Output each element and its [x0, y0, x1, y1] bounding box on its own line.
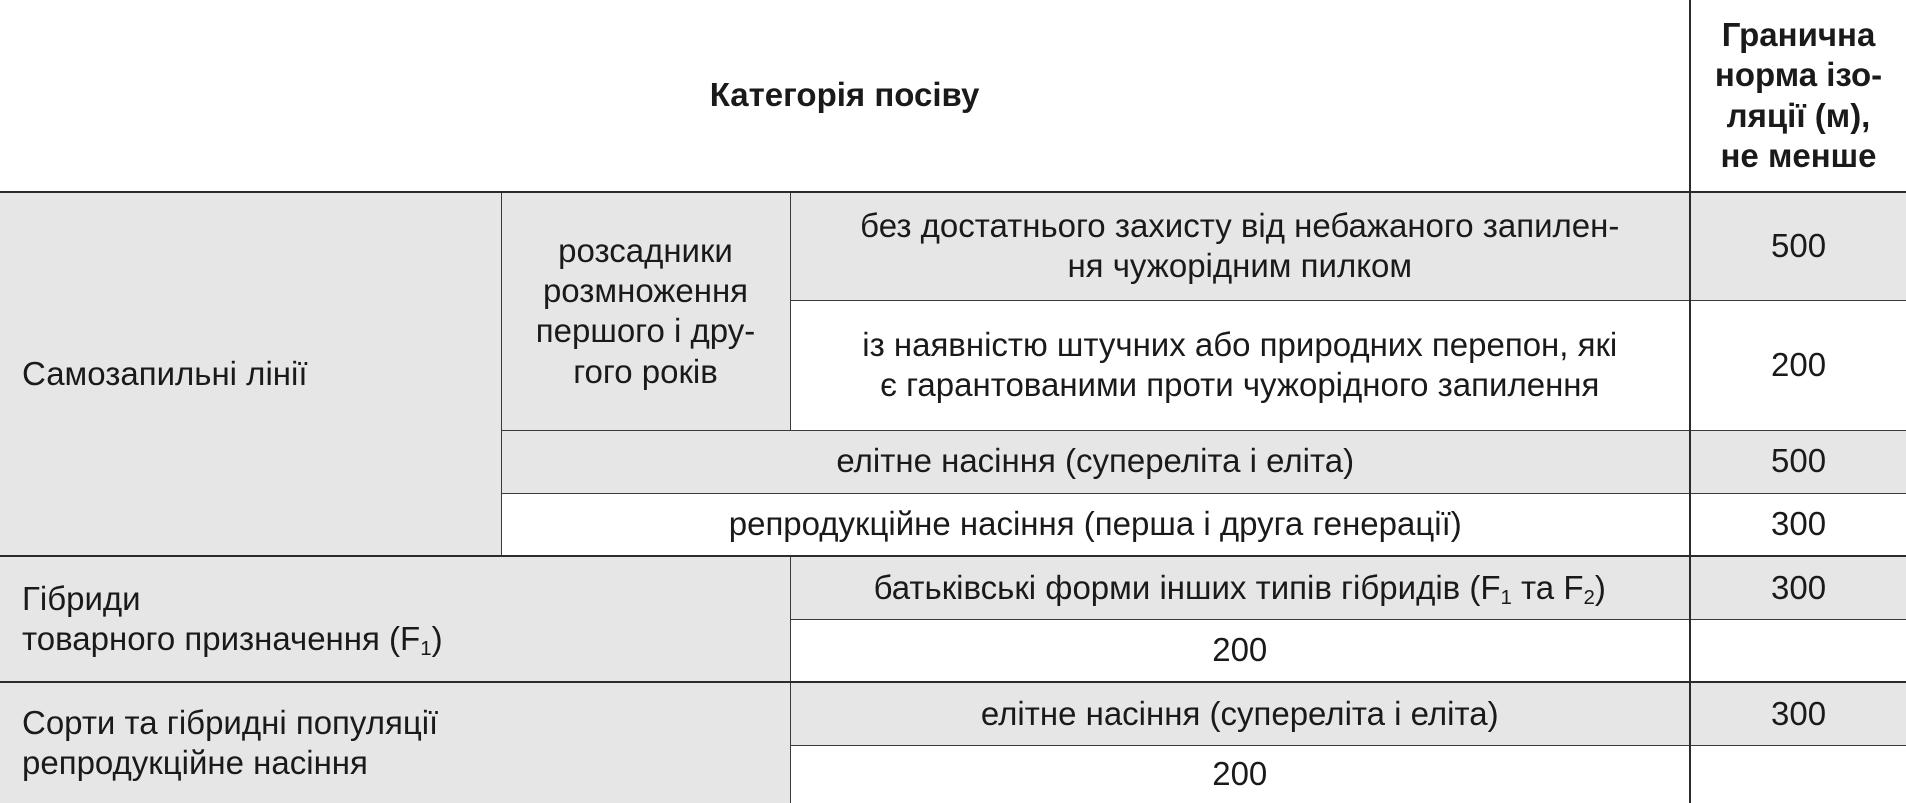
parental-text-1: батьківські форми інших типів гібридів (F [873, 568, 1501, 606]
elite-seed-cell: елітне насіння (супереліта і еліта) [501, 430, 1690, 493]
hybrids-second-cell: 200 [790, 619, 1690, 682]
hybrids-line-1: Гібриди [22, 579, 141, 617]
parental-text-3: ) [1594, 568, 1606, 606]
varieties-line-1: Сорти та гібридні популяції [22, 703, 439, 741]
hybrids-line-2-text: товарного призначення (F [22, 620, 421, 657]
with-barriers-line-2: є гарантованими проти чужорідного запилення [880, 366, 1600, 403]
with-barriers-cell [790, 300, 1690, 430]
table-row [0, 682, 1906, 745]
parental-subscript-2: 2 [1583, 585, 1595, 609]
with-barriers-value: 200 [1690, 300, 1906, 430]
reproduction-seed-value: 300 [1690, 493, 1906, 556]
hybrids-line-2 [22, 619, 790, 659]
parental-forms-cell [790, 556, 1690, 619]
nursery-line-3: першого і дру- [535, 312, 756, 350]
varieties-elite-value: 300 [1690, 682, 1906, 745]
no-protection-line-2: ня чужорідним пилком [1067, 247, 1413, 285]
varieties-elite-cell: елітне насіння (супереліта і еліта) [790, 682, 1690, 745]
with-barriers-line-1: із наявністю штучних або природних перепон, які [862, 325, 1618, 363]
hybrids-subscript: 1 [420, 637, 432, 661]
header-row [0, 0, 1906, 192]
category-header: Категорія посіву [0, 0, 1690, 192]
self-pollinated-lines-cell: Самозапильні лінії [0, 192, 501, 556]
no-protection-cell [790, 192, 1690, 300]
no-protection-value: 500 [1690, 192, 1906, 300]
nursery-line-2: розмноження [542, 272, 749, 309]
norm-header-line-3: ляції (м), [1726, 96, 1871, 134]
elite-seed-value: 500 [1690, 430, 1906, 493]
varieties-second-cell: 200 [790, 745, 1690, 803]
varieties-second-value [1690, 745, 1906, 803]
varieties-line-2: репродукційне насіння [22, 744, 368, 781]
nursery-cell [501, 192, 790, 430]
reproduction-seed-cell: репродукційне насіння (перша і друга генерації) [501, 493, 1690, 556]
nursery-line-1: розсадники [558, 231, 733, 269]
parental-subscript-1: 1 [1500, 585, 1512, 609]
no-protection-line-1: без достатнього захисту від небажаного запилен- [860, 207, 1620, 244]
hybrids-second-value [1690, 619, 1906, 682]
norm-header-line-2: норма ізо- [1714, 56, 1883, 94]
norm-header-line-4: не менше [1720, 136, 1877, 174]
parental-forms-value: 300 [1690, 556, 1906, 619]
nursery-line-4: гого років [573, 352, 718, 390]
table-row [0, 192, 1906, 300]
commercial-hybrids-cell [0, 556, 790, 682]
hybrids-line-2-close: ) [431, 620, 443, 657]
table-row [0, 556, 1906, 619]
norm-header-line-1: Гранична [1721, 16, 1876, 53]
isolation-norm-header [1690, 0, 1906, 192]
parental-text-2: та F [1511, 568, 1584, 606]
varieties-populations-cell [0, 682, 790, 803]
